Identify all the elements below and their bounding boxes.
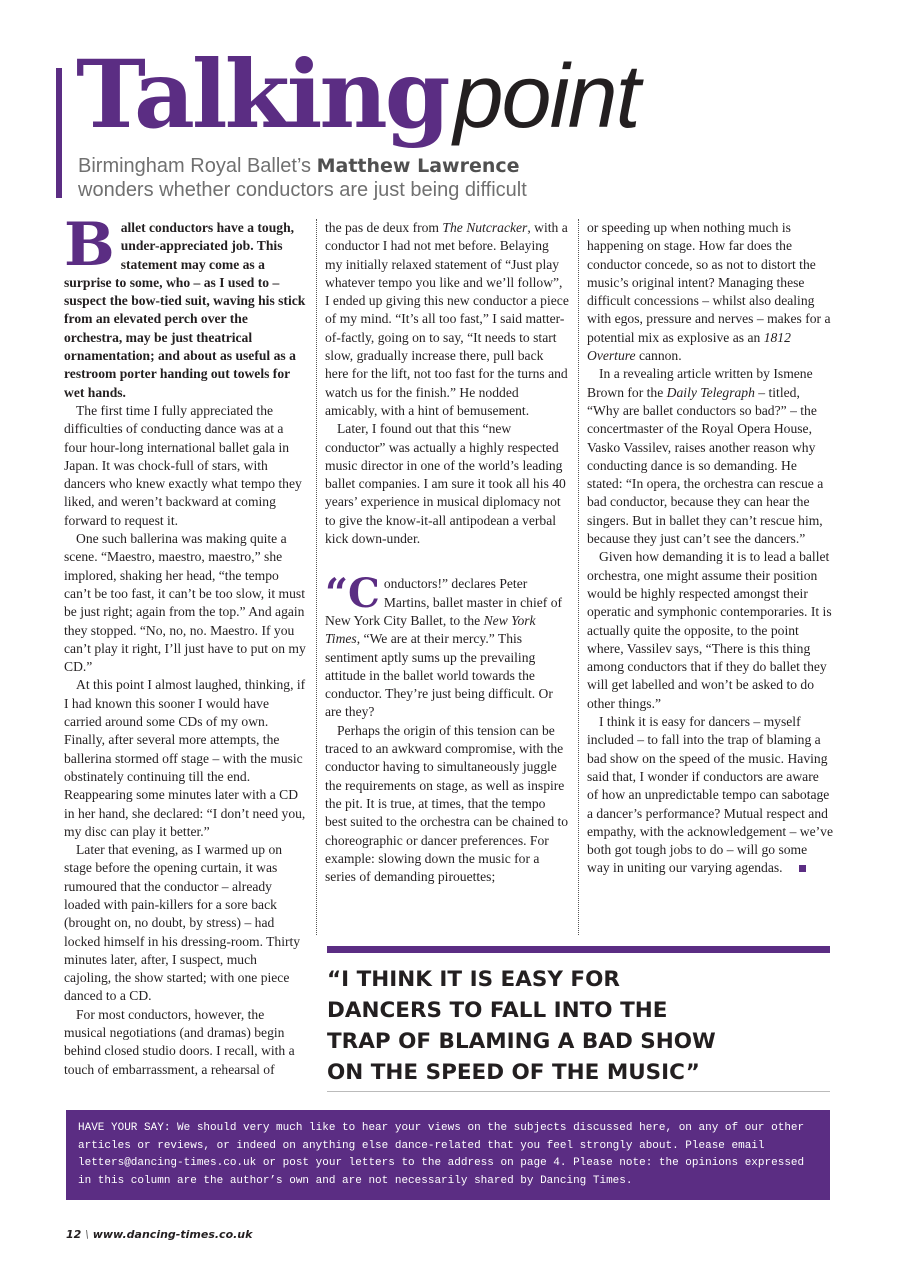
text-run: In a revealing article written by Ismene Brown for the xyxy=(587,366,813,400)
quote-paragraph xyxy=(325,570,569,721)
text-run: I think it is easy for dancers – myself included – to fall into the trap of blaming a bad show on the speed of the music. Having said that, I wonder if conductors are aware of how an unpredictable tempo can sabotage a dancer’s performance? Mutual respect and empathy, with the acknowledgement – we’ve both got tough jobs to do – will go some way in uniting our varying agendas. xyxy=(587,714,833,876)
publication-title: Daily Telegraph xyxy=(666,384,755,400)
website-link[interactable]: www.dancing-times.co.uk xyxy=(92,1228,253,1241)
body-paragraph: One such ballerina was making quite a scene. “Maestro, maestro, maestro,” she implored, shaking her head, “the tempo can’t be too fast, it can’t be too slow, it must be just right; again from the top.” And again they stopped. “No, no, no. Maestro. If you can’t play it right, I’ll just have to put on my CD.” xyxy=(64,531,306,675)
quote-drop-cap: “C xyxy=(325,570,380,618)
body-paragraph: The first time I fully appreciated the difficulties of conducting dance was at a four hour-long international ballet gala in Japan. It was chock-full of stars, with dancers who knew exactly what tempo they liked, and weren’t backward at coming forward to request it. xyxy=(64,402,302,528)
drop-cap: B xyxy=(64,210,115,280)
page-footer xyxy=(66,1228,252,1241)
text-run: , “We are at their mercy.” This sentiment aptly sums up the prevailing attitude in the ballet world towards the conductor. They’re just being difficult. Or are they? xyxy=(325,631,553,720)
text-run: cannon. xyxy=(635,348,682,364)
column-divider xyxy=(316,219,317,935)
pull-quote-line: ON THE SPEED OF THE MUSIC” xyxy=(327,1060,700,1085)
standfirst-prefix: Birmingham Royal Ballet’s xyxy=(78,155,317,177)
standfirst-line2: wonders whether conductors are just being difficult xyxy=(78,179,527,201)
body-paragraph: Perhaps the origin of this tension can be traced to an awkward compromise, with the conductor having to simultaneously juggle the requirements on stage, as well as inspire the pit. It is true, at times, that the tempo best suited to the orchestra can be chained to choreographic or dancer preferences. For example: slowing down the music for a series of demanding pirouettes; xyxy=(325,722,569,885)
text-run: – titled, “Why are ballet conductors so bad?” – the concertmaster of the Royal Opera House, Vasko Vassilev, raises another reason why conducting dance is so demanding. He stated: “In opera, the orchestra can rescue a bad conductor, because they can hear the singers. But in ballet they can’t rescue him, because they just can’t see the dancers.” xyxy=(587,384,824,547)
footer-separator: \ xyxy=(85,1228,89,1241)
pull-quote xyxy=(327,964,830,1088)
page-title xyxy=(76,40,639,150)
pull-quote-bar xyxy=(327,946,830,953)
text-run: or speeding up when nothing much is happening on stage. How far does the conductor concede, so as not to distort the music’s original intent? Managing these difficult concessions – whilst also dealing with egos, pressure and nerves – makes for a potential mix as explosive as an xyxy=(587,220,831,345)
text-run: onductors!” declares Peter Martins, ballet master in chief of New York City Ballet, to the xyxy=(325,576,563,628)
title-bold-word: Talking xyxy=(76,40,448,150)
text-run: , with a conductor I had not met before. Belaying my initially relaxed statement of “Just play whatever tempo you like and we’ll follow”, I ended up giving this new conductor a piece of my mind. “It’s all too fast,” I said matter-of-factly, going on to say, “It needs to start slow, gradually increase there, pull back here for the lift, not too fast for the turns and watch us for the finish.” He nodded amicably, with a hint of bemusement. xyxy=(325,220,569,418)
body-paragraph: Later that evening, as I warmed up on stage before the opening curtain, it was rumoured that the conductor – already loaded with pain-killers for a sore back (brought on, no doubt, by stress) – had locked himself in his dressing-room. Thirty minutes later, after, I suspect, much cajoling, the show started; with one piece danced to a CD. xyxy=(64,842,301,1004)
pull-quote-line: TRAP OF BLAMING A BAD SHOW xyxy=(327,1029,716,1054)
body-paragraph: For most conductors, however, the musical negotiations (and dramas) begin behind closed studio doors. I recall, with a touch of embarrassment, a rehearsal of xyxy=(64,1006,295,1077)
page-number: 12 xyxy=(66,1228,82,1241)
work-title: 1812 Overture xyxy=(587,329,791,364)
body-paragraph xyxy=(325,219,569,420)
pull-quote-line: “I THINK IT IS EASY FOR xyxy=(327,967,620,992)
body-paragraph xyxy=(587,219,833,365)
body-paragraph: Given how demanding it is to lead a ballet orchestra, one might assume their position would be highly respected amongst their operatic and symphonic contemporaries. It is actually quite the opposite, to the point where, Vassilev says, “There is this thing among conductors that if they do ballet they will get labelled and won’t be asked to do other things.” xyxy=(587,549,832,711)
intro-paragraph xyxy=(64,210,306,402)
publication-title: New York Times xyxy=(325,612,536,647)
body-paragraph xyxy=(587,713,833,878)
have-your-say-box: HAVE YOUR SAY: We should very much like to hear your views on the subjects discussed here, on any of our other articles or reviews, or indeed on anything else dance-related that you feel strongly about. Please email letters@dancing-times.co.uk or post your letters to the address on page 4. Please note: the opinions expressed in this column are the author’s own and are not necessarily shared by Dancing Times. xyxy=(66,1110,830,1200)
article-column-2 xyxy=(325,219,569,886)
body-paragraph xyxy=(587,365,833,548)
article-column-1 xyxy=(64,210,306,1079)
article-column-3 xyxy=(587,219,833,878)
work-title: The Nutcracker xyxy=(442,220,528,235)
body-paragraph: Later, I found out that this “new conductor” was actually a highly respected music director in one of the world’s leading ballet companies. I am sure it took all his 40 years’ experience in musical diplomacy not to give the know-it-all antipodean a verbal kick down-under. xyxy=(325,421,566,547)
pull-quote-line: DANCERS TO FALL INTO THE xyxy=(327,998,668,1023)
intro-text: allet conductors have a tough, under-appreciated job. This statement may come as a surprise to some, who – as I used to – suspect the bow-tied suit, waving his stick from an elevated perch over the orchestra, may be just theatrical ornamentation; and about as useful as a restroom porter handing out towels for wet hands. xyxy=(64,220,306,400)
text-run: the pas de deux from xyxy=(325,220,443,235)
author-name: Matthew Lawrence xyxy=(316,155,520,177)
end-mark-icon xyxy=(799,865,806,872)
body-paragraph: At this point I almost laughed, thinking, if I had known this sooner I would have carried around some CDs of my own. Finally, after several more attempts, the ballerina stormed off stage – with the music obstinately continuing till the end. Reappearing some minutes later with a CD in her hand, she declared: “I don’t need you, my disc can play it better.” xyxy=(64,677,306,839)
title-italic-word: point xyxy=(453,47,639,147)
pull-quote-rule xyxy=(327,1091,830,1092)
column-divider xyxy=(578,219,579,935)
standfirst xyxy=(78,154,527,202)
title-accent-bar xyxy=(56,68,62,198)
